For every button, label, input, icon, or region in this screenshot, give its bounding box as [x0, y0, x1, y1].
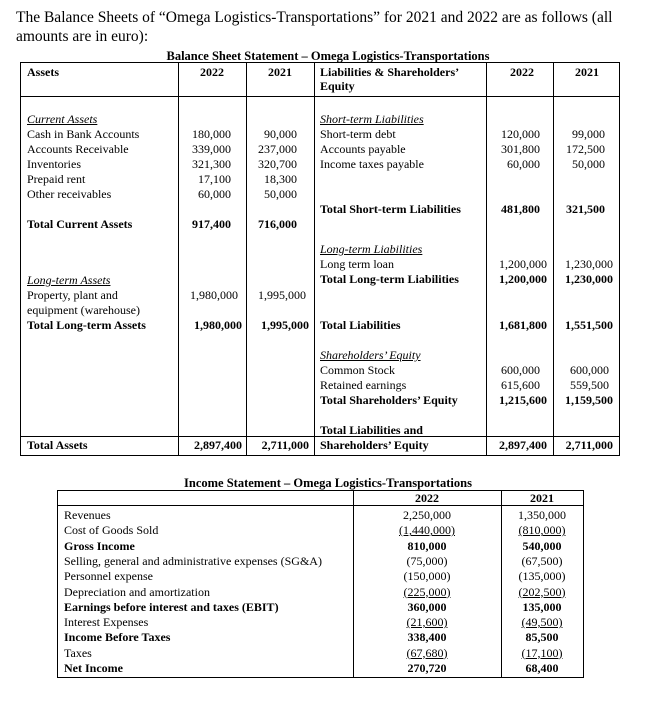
liability-2022: 301,800 [501, 142, 540, 156]
total-long-term-assets-label: Total Long-term Assets [27, 318, 146, 332]
total-assets-2021: 2,711,000 [261, 438, 309, 452]
liability-2021: 172,500 [566, 142, 605, 156]
liability-2022: 60,000 [507, 157, 540, 171]
is-row-2022: (225,000) [403, 584, 451, 599]
short-term-liabilities-heading: Short-term Liabilities [320, 112, 424, 126]
ppe-2022: 1,980,000 [190, 288, 238, 302]
is-row-2021: 68,400 [525, 661, 559, 675]
total-current-assets-2022: 917,400 [192, 217, 231, 231]
equity-heading: Shareholders’ Equity [320, 348, 421, 362]
divider [246, 63, 247, 455]
is-row-2021: (135,000) [518, 569, 566, 584]
liability-label: Accounts payable [320, 142, 406, 156]
asset-2021: 90,000 [264, 127, 297, 141]
is-row-2022: 810,000 [407, 538, 447, 553]
total-liabilities-equity-line1: Total Liabilities and [320, 423, 423, 437]
balance-sheet-title: Balance Sheet Statement – Omega Logistics-Transportations [166, 49, 490, 63]
retained-earnings-2021: 559,500 [570, 378, 609, 392]
is-row-2021: 85,500 [525, 630, 559, 645]
income-statement-title: Income Statement – Omega Logistics-Transportations [184, 476, 472, 490]
asset-label: Accounts Receivable [27, 142, 129, 156]
long-term-loan-2021: 1,230,000 [565, 257, 613, 271]
asset-label: Other receivables [27, 187, 112, 201]
total-equity-2022: 1,215,600 [499, 393, 547, 407]
total-equity-2021: 1,159,500 [565, 393, 613, 407]
ppe-label-line1: Property, plant and [27, 288, 118, 302]
asset-2022: 180,000 [192, 127, 231, 141]
header-2021: 2021 [268, 65, 292, 79]
long-term-liabilities-heading: Long-term Liabilities [320, 242, 423, 256]
is-row-2022: (150,000) [403, 569, 451, 584]
is-row-2022: (67,680) [406, 645, 448, 660]
is-row-2021: 1,350,000 [518, 508, 566, 522]
total-short-term-liabilities-2022: 481,800 [501, 202, 540, 216]
total-current-assets-2021: 716,000 [258, 217, 297, 231]
total-assets-2022: 2,897,400 [194, 438, 242, 452]
long-term-loan-label: Long term loan [320, 257, 394, 271]
total-short-term-liabilities-label: Total Short-term Liabilities [320, 202, 461, 216]
asset-2022: 339,000 [192, 142, 231, 156]
liability-label: Income taxes payable [320, 157, 424, 171]
header-2022b: 2022 [510, 65, 534, 79]
is-row-label: Taxes [64, 645, 92, 660]
is-row-label: Income Before Taxes [64, 630, 171, 645]
liability-2022: 120,000 [501, 127, 540, 141]
total-liabilities-label: Total Liabilities [320, 318, 401, 332]
asset-label: Inventories [27, 157, 81, 171]
common-stock-2021: 600,000 [570, 363, 609, 377]
is-row-2022: 2,250,000 [403, 508, 451, 522]
total-assets-label: Total Assets [27, 438, 88, 452]
asset-label: Cash in Bank Accounts [27, 127, 140, 141]
is-row-2022: 338,400 [407, 630, 447, 645]
total-long-term-liabilities-2021: 1,230,000 [565, 272, 613, 286]
asset-label: Prepaid rent [27, 172, 86, 186]
total-short-term-liabilities-2021: 321,500 [566, 202, 605, 216]
is-row-label: Interest Expenses [64, 615, 149, 630]
header-2021b: 2021 [575, 65, 599, 79]
total-long-term-liabilities-label: Total Long-term Liabilities [320, 272, 459, 286]
is-row-2021: (202,500) [518, 584, 566, 599]
is-row-label: Selling, general and administrative expenses (SG&A) [64, 553, 322, 568]
balance-sheet-table [20, 62, 620, 456]
long-term-assets-heading: Long-term Assets [27, 273, 111, 287]
total-long-term-liabilities-2022: 1,200,000 [499, 272, 547, 286]
divider [178, 63, 179, 455]
divider [314, 63, 315, 455]
header-liabilities: Liabilities & Shareholders’ [320, 65, 460, 79]
total-long-term-assets-2022: 1,980,000 [194, 318, 242, 332]
is-row-2021: 540,000 [522, 538, 562, 553]
is-row-label: Gross Income [64, 538, 135, 553]
total-long-term-assets-2021: 1,995,000 [261, 318, 309, 332]
header-assets: Assets [27, 65, 59, 79]
total-liabilities-equity-2021: 2,711,000 [565, 438, 613, 452]
retained-earnings-2022: 615,600 [501, 378, 540, 392]
total-liabilities-equity-line2: Shareholders’ Equity [320, 438, 429, 452]
is-row-2021: 135,000 [522, 599, 562, 614]
header-2022: 2022 [200, 65, 224, 79]
is-row-label: Cost of Goods Sold [64, 523, 159, 538]
liability-2021: 50,000 [572, 157, 605, 171]
asset-2021: 50,000 [264, 187, 297, 201]
asset-2022: 321,300 [192, 157, 231, 171]
asset-2021: 237,000 [258, 142, 297, 156]
total-current-assets-label: Total Current Assets [27, 217, 133, 231]
total-liabilities-2022: 1,681,800 [499, 318, 547, 332]
common-stock-label: Common Stock [320, 363, 396, 377]
is-row-2021: (17,100) [521, 645, 563, 660]
is-row-label: Depreciation and amortization [64, 584, 210, 599]
asset-2021: 18,300 [264, 172, 297, 186]
liability-2021: 99,000 [572, 127, 605, 141]
is-header-2021: 2021 [530, 491, 554, 505]
retained-earnings-label: Retained earnings [320, 378, 407, 392]
is-row-2022: (1,440,000) [399, 523, 455, 538]
is-row-2022: (21,600) [406, 615, 448, 630]
liability-label: Short-term debt [320, 127, 396, 141]
total-liabilities-equity-2022: 2,897,400 [499, 438, 547, 452]
intro-text: The Balance Sheets of “Omega Logistics-Transportations” for 2021 and 2022 are as follows (all amounts are in euro): [16, 9, 613, 45]
is-row-label: Earnings before interest and taxes (EBIT) [64, 599, 279, 614]
header-equity: Equity [320, 79, 355, 93]
header-divider [21, 96, 619, 97]
is-row-2022: 360,000 [407, 599, 447, 614]
is-row-2021: (810,000) [518, 523, 566, 538]
asset-2022: 17,100 [198, 172, 231, 186]
common-stock-2022: 600,000 [501, 363, 540, 377]
is-row-label: Revenues [64, 508, 111, 522]
is-header-2022: 2022 [415, 491, 439, 505]
total-equity-label: Total Shareholders’ Equity [320, 393, 458, 407]
is-row-2022: 270,720 [407, 661, 447, 675]
long-term-loan-2022: 1,200,000 [499, 257, 547, 271]
is-row-label: Net Income [64, 661, 123, 675]
asset-2022: 60,000 [198, 187, 231, 201]
income-statement-table [57, 490, 584, 678]
total-liabilities-2021: 1,551,500 [565, 318, 613, 332]
ppe-2021: 1,995,000 [258, 288, 306, 302]
is-row-label: Personnel expense [64, 569, 153, 584]
asset-2021: 320,700 [258, 157, 297, 171]
is-row-2021: (67,500) [521, 553, 563, 568]
ppe-label-line2: equipment (warehouse) [27, 303, 140, 317]
is-row-2021: (49,500) [521, 615, 563, 630]
current-assets-heading: Current Assets [27, 112, 98, 126]
is-row-2022: (75,000) [406, 553, 448, 568]
